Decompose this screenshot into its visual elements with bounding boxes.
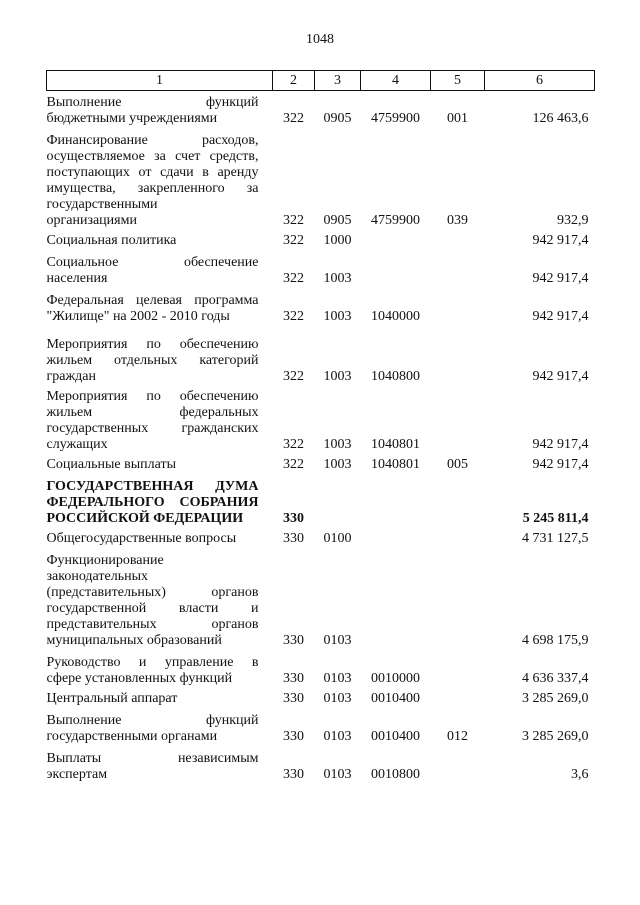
row-name: [47, 91, 273, 128]
row-name-line: государственных гражданских: [46, 421, 259, 436]
row-name-line: Мероприятия по обеспечению: [46, 337, 259, 352]
row-sum: 5 245 811,4: [522, 511, 589, 526]
row-name-line: Социальная политика: [46, 233, 177, 248]
row-col-2: 330: [283, 729, 304, 744]
row-col-2: 322: [283, 111, 304, 126]
row-name-line: имущества, закрепленного за: [46, 181, 259, 196]
row-col-5: [431, 229, 485, 249]
row-name-line: государственной власти и: [46, 601, 259, 616]
row-col-3: 1003: [323, 369, 352, 384]
table-row: [47, 385, 595, 453]
row-name-line: экспертам: [46, 767, 108, 782]
row-name-line: (представительных) органов: [46, 585, 259, 600]
row-col-5: [431, 249, 485, 287]
row-col-2: 322: [283, 213, 304, 228]
row-name: [47, 649, 273, 687]
row-col-2: 322: [283, 233, 304, 248]
row-col-3: 0103: [323, 633, 352, 648]
row-col-3: 0103: [323, 729, 352, 744]
row-name-line: жильем отдельных категорий: [46, 353, 259, 368]
row-col-4: 0010400: [371, 729, 420, 744]
row-col-5: 012: [447, 729, 468, 744]
row-col-3: 1003: [323, 437, 352, 452]
table-row: [47, 649, 595, 687]
row-sum: 126 463,6: [532, 111, 589, 126]
row-name-line: осуществляемое за счет средств,: [46, 149, 259, 164]
page-number: 1048: [306, 32, 334, 47]
row-name-line: граждан: [46, 369, 96, 384]
row-col-4: 1040801: [371, 457, 420, 472]
row-col-2: 330: [283, 531, 304, 546]
row-col-2: 322: [283, 271, 304, 286]
row-sum: 932,9: [557, 213, 589, 228]
table-header-row: [47, 71, 595, 91]
row-col-3: 1003: [323, 457, 352, 472]
row-sum: 4 636 337,4: [522, 671, 589, 686]
row-col-3: 0100: [323, 531, 352, 546]
row-name-line: Выплаты независимым: [46, 751, 259, 766]
table-row: [47, 249, 595, 287]
row-col-4: 1040801: [371, 437, 420, 452]
row-col-5: [431, 385, 485, 453]
row-name: [47, 229, 273, 249]
row-name-line: бюджетными учреждениями: [46, 111, 218, 126]
header-col-1: 1: [47, 71, 273, 91]
row-col-3: 0905: [323, 111, 352, 126]
row-sum: 942 917,4: [532, 457, 589, 472]
row-col-4: 4759900: [371, 213, 420, 228]
row-col-3: 1003: [323, 309, 352, 324]
row-sum: 3 285 269,0: [522, 691, 589, 706]
row-col-2: 330: [283, 633, 304, 648]
table-row: [47, 527, 595, 547]
row-name-line: государственными органами: [46, 729, 218, 744]
header-col-6: 6: [485, 71, 595, 91]
row-name-line: организациями: [46, 213, 137, 228]
row-col-5: 005: [447, 457, 468, 472]
row-name-line: жильем федеральных: [46, 405, 259, 420]
row-col-2: 330: [283, 671, 304, 686]
row-col-5: 039: [447, 213, 468, 228]
table-row: [47, 287, 595, 325]
row-name-line: муниципальных образований: [46, 633, 222, 648]
row-col-5: [431, 325, 485, 385]
row-name-line: Федеральная целевая программа: [46, 293, 259, 308]
row-name-line: законодательных: [46, 569, 148, 584]
row-sum: 3 285 269,0: [522, 729, 589, 744]
row-col-4: 1040800: [371, 369, 420, 384]
row-col-3: 1003: [323, 271, 352, 286]
row-col-5: [431, 547, 485, 649]
row-name: [47, 127, 273, 229]
row-sum: 4 698 175,9: [522, 633, 589, 648]
row-name-line: Выполнение функций: [46, 95, 259, 110]
row-name-line: государственными: [46, 197, 158, 212]
row-name-line: Социальное обеспечение: [46, 255, 259, 270]
row-sum: 942 917,4: [532, 369, 589, 384]
row-name: [47, 547, 273, 649]
row-name: [47, 453, 273, 473]
row-name-line: Функционирование: [46, 553, 164, 568]
row-col-5: [431, 473, 485, 527]
row-name: [47, 707, 273, 745]
row-col-5: [431, 687, 485, 707]
table-row: [47, 453, 595, 473]
row-col-4: 1040000: [371, 309, 420, 324]
row-name: [47, 385, 273, 453]
row-col-3: 0103: [323, 691, 352, 706]
row-sum: 942 917,4: [532, 233, 589, 248]
row-name-line: населения: [46, 271, 108, 286]
row-name-line: Общегосударственные вопросы: [46, 531, 237, 546]
row-col-2: 322: [283, 369, 304, 384]
row-name-line: "Жилище" на 2002 - 2010 годы: [46, 309, 230, 324]
row-name-line: Социальные выплаты: [46, 457, 177, 472]
row-col-4: 4759900: [371, 111, 420, 126]
table-row: [47, 707, 595, 745]
row-name-line: Руководство и управление в: [46, 655, 259, 670]
row-name-line: Выполнение функций: [46, 713, 259, 728]
row-name: [47, 527, 273, 547]
row-sum: 942 917,4: [532, 271, 589, 286]
row-col-4: [361, 473, 431, 527]
header-col-3: 3: [315, 71, 361, 91]
table-row: [47, 91, 595, 128]
table-row: [47, 127, 595, 229]
row-name: [47, 249, 273, 287]
row-col-2: 322: [283, 457, 304, 472]
row-col-3: 0103: [323, 671, 352, 686]
row-col-5: [431, 745, 485, 783]
table-row: [47, 745, 595, 783]
row-name-line: ГОСУДАРСТВЕННАЯ ДУМА: [46, 479, 259, 494]
row-col-3: 0103: [323, 767, 352, 782]
row-name-line: поступающих от сдачи в аренду: [46, 165, 259, 180]
table-row: [47, 325, 595, 385]
table-row: [47, 687, 595, 707]
row-sum: 4 731 127,5: [522, 531, 589, 546]
row-col-4: 0010800: [371, 767, 420, 782]
row-name: [47, 287, 273, 325]
row-col-2: 330: [283, 511, 304, 526]
row-name: [47, 325, 273, 385]
row-col-4: [361, 547, 431, 649]
row-col-3: [315, 473, 361, 527]
row-col-2: 322: [283, 437, 304, 452]
row-name-line: РОССИЙСКОЙ ФЕДЕРАЦИИ: [46, 511, 244, 526]
table-row: [47, 229, 595, 249]
header-col-2: 2: [273, 71, 315, 91]
row-name-line: ФЕДЕРАЛЬНОГО СОБРАНИЯ: [46, 495, 259, 510]
budget-table: [46, 70, 595, 783]
row-name-line: Центральный аппарат: [46, 691, 178, 706]
row-col-4: [361, 249, 431, 287]
row-name-line: Мероприятия по обеспечению: [46, 389, 259, 404]
row-col-2: 322: [283, 309, 304, 324]
row-sum: 3,6: [571, 767, 589, 782]
header-col-5: 5: [431, 71, 485, 91]
row-col-4: [361, 229, 431, 249]
table-row: [47, 547, 595, 649]
row-col-5: 001: [447, 111, 468, 126]
row-name-line: сфере установленных функций: [46, 671, 233, 686]
row-name-line: Финансирование расходов,: [46, 133, 259, 148]
row-col-2: 330: [283, 691, 304, 706]
table-row: [47, 473, 595, 527]
row-sum: 942 917,4: [532, 309, 589, 324]
header-col-4: 4: [361, 71, 431, 91]
row-col-5: [431, 527, 485, 547]
row-col-5: [431, 649, 485, 687]
row-name: [47, 687, 273, 707]
row-name: [47, 473, 273, 527]
row-col-4: 0010400: [371, 691, 420, 706]
row-name-line: служащих: [46, 437, 108, 452]
row-col-3: 0905: [323, 213, 352, 228]
row-col-5: [431, 287, 485, 325]
row-name: [47, 745, 273, 783]
row-name-line: представительных органов: [46, 617, 259, 632]
row-col-4: 0010000: [371, 671, 420, 686]
row-col-2: 330: [283, 767, 304, 782]
row-col-4: [361, 527, 431, 547]
row-col-3: 1000: [323, 233, 352, 248]
row-sum: 942 917,4: [532, 437, 589, 452]
